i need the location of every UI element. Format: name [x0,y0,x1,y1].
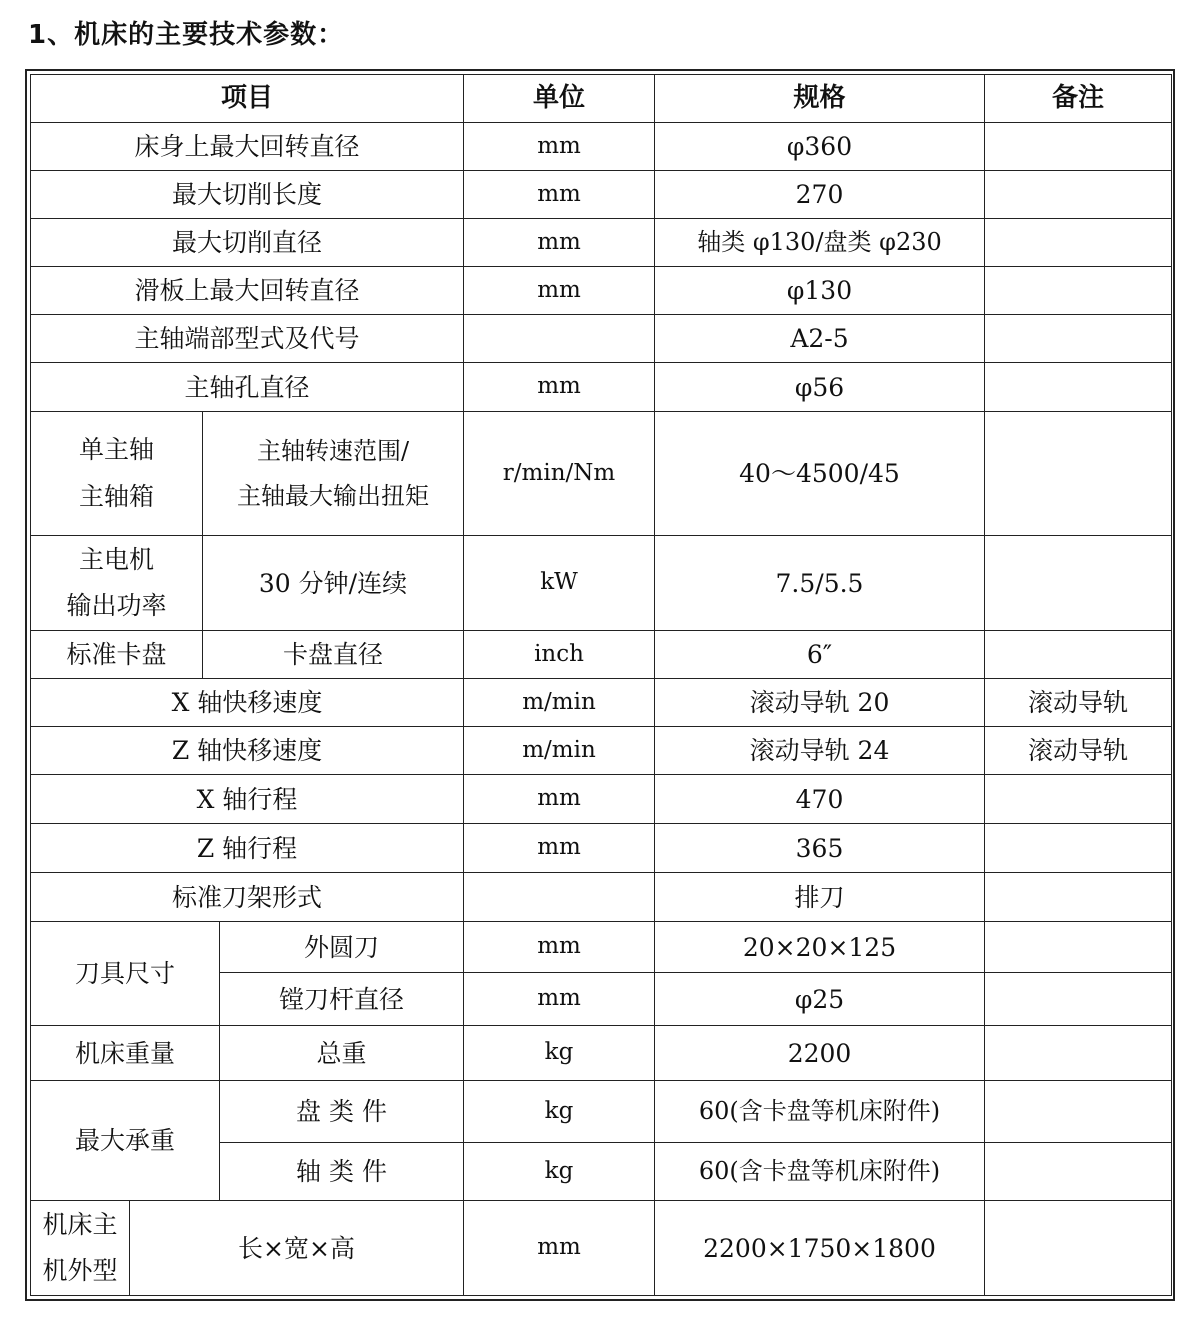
row-unit: kW [464,536,655,631]
row-note [985,1201,1172,1296]
row-spec: φ25 [655,973,985,1026]
section-heading: 1、机床的主要技术参数： [28,20,345,50]
row-note [985,315,1172,363]
row-unit: mm [464,123,655,171]
row-item: 轴 类 件 [220,1143,464,1201]
row-group: 最大承重 [30,1081,220,1201]
row-unit: mm [464,219,655,267]
row-unit [464,873,655,922]
row-spec: φ56 [655,363,985,412]
row-item: X 轴行程 [30,775,464,824]
row-unit: mm [464,171,655,219]
row-item: 卡盘直径 [203,631,464,679]
row-note [985,1026,1172,1081]
row-item: 最大切削直径 [30,219,464,267]
row-item: 总重 [220,1026,464,1081]
row-item: 30 分钟/连续 [203,536,464,631]
row-note [985,267,1172,315]
row-spec: 2200 [655,1026,985,1081]
row-unit: r/min/Nm [464,412,655,536]
row-unit: kg [464,1026,655,1081]
row-item: 滑板上最大回转直径 [30,267,464,315]
row-spec: 270 [655,171,985,219]
row-unit: mm [464,922,655,973]
row-note [985,824,1172,873]
row-note [985,922,1172,973]
row-spec: 2200×1750×1800 [655,1201,985,1296]
row-unit: mm [464,973,655,1026]
row-spec: 20×20×125 [655,922,985,973]
row-unit: kg [464,1081,655,1143]
row-item: 镗刀杆直径 [220,973,464,1026]
row-note [985,775,1172,824]
row-note [985,873,1172,922]
row-note [985,171,1172,219]
row-unit: mm [464,363,655,412]
row-item: X 轴快移速度 [30,679,464,727]
row-item: 主轴孔直径 [30,363,464,412]
row-item: Z 轴行程 [30,824,464,873]
row-spec: 365 [655,824,985,873]
row-spec: 滚动导轨 24 [655,727,985,775]
header-item: 项目 [30,74,464,123]
header-spec: 规格 [655,74,985,123]
row-note [985,536,1172,631]
row-group: 主电机 输出功率 [30,536,203,631]
row-spec: φ130 [655,267,985,315]
row-item: 最大切削长度 [30,171,464,219]
row-unit: m/min [464,727,655,775]
row-note [985,631,1172,679]
row-unit: mm [464,824,655,873]
row-group: 单主轴 主轴箱 [30,412,203,536]
row-spec: 6″ [655,631,985,679]
header-unit: 单位 [464,74,655,123]
row-spec: 60(含卡盘等机床附件) [655,1081,985,1143]
row-group: 机床主 机外型 [30,1201,130,1296]
row-item: 主轴端部型式及代号 [30,315,464,363]
row-item: 长×宽×高 [130,1201,464,1296]
row-group: 标准卡盘 [30,631,203,679]
row-spec: 470 [655,775,985,824]
row-item: 床身上最大回转直径 [30,123,464,171]
row-note [985,219,1172,267]
row-item: 外圆刀 [220,922,464,973]
row-unit: inch [464,631,655,679]
row-spec: φ360 [655,123,985,171]
row-note [985,123,1172,171]
row-note [985,1143,1172,1201]
row-group: 机床重量 [30,1026,220,1081]
header-note: 备注 [985,74,1172,123]
row-spec: 轴类 φ130/盘类 φ230 [655,219,985,267]
row-spec: 60(含卡盘等机床附件) [655,1143,985,1201]
row-note [985,363,1172,412]
row-unit: mm [464,1201,655,1296]
row-item: 标准刀架形式 [30,873,464,922]
row-unit [464,315,655,363]
row-spec: 7.5/5.5 [655,536,985,631]
row-note: 滚动导轨 [985,679,1172,727]
spec-table [30,74,1172,1296]
row-note [985,1081,1172,1143]
row-unit: kg [464,1143,655,1201]
row-spec: 滚动导轨 20 [655,679,985,727]
row-group: 刀具尺寸 [30,922,220,1026]
row-unit: m/min [464,679,655,727]
row-spec: A2-5 [655,315,985,363]
row-item: Z 轴快移速度 [30,727,464,775]
row-item: 主轴转速范围/ 主轴最大输出扭矩 [203,412,464,536]
row-spec: 40～4500/45 [655,412,985,536]
row-note [985,412,1172,536]
row-note: 滚动导轨 [985,727,1172,775]
row-note [985,973,1172,1026]
row-unit: mm [464,775,655,824]
row-spec: 排刀 [655,873,985,922]
row-unit: mm [464,267,655,315]
row-item: 盘 类 件 [220,1081,464,1143]
